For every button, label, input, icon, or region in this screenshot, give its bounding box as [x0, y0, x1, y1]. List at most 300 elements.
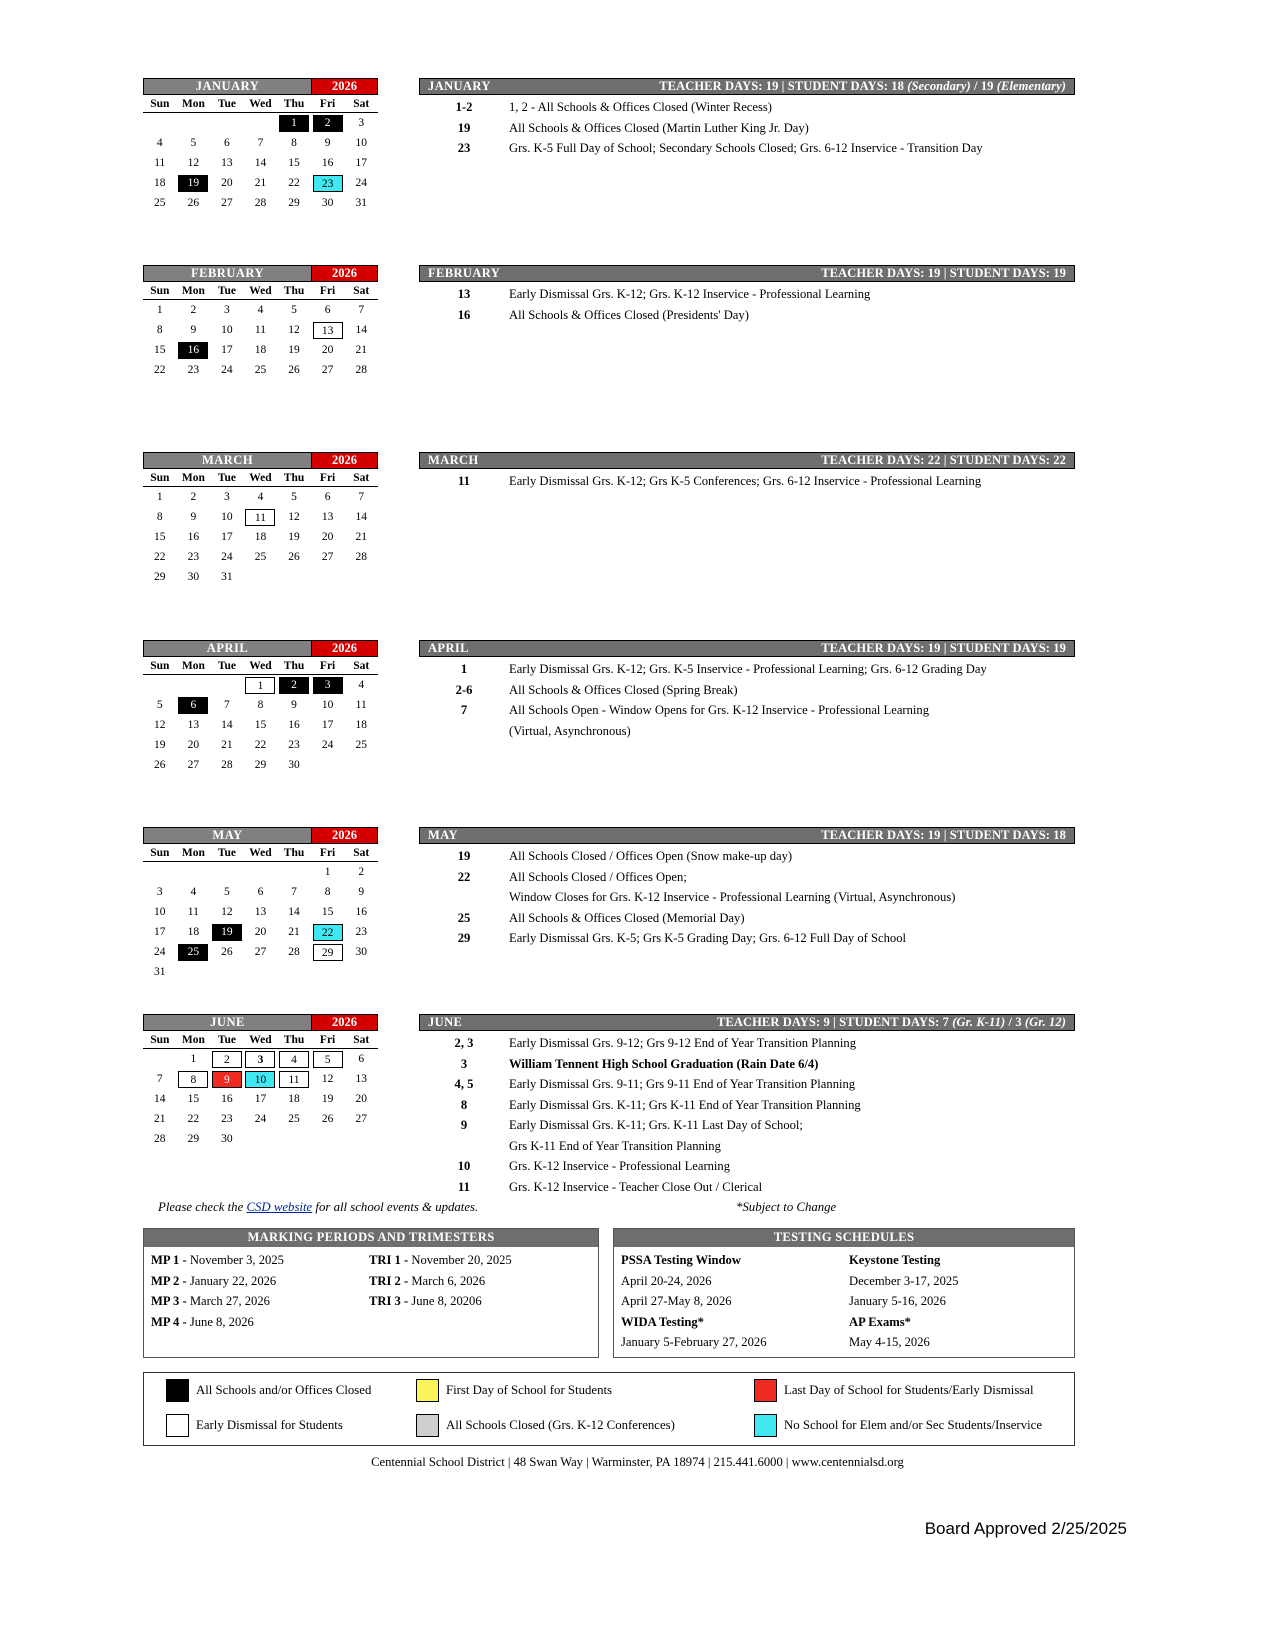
calendar-day-cell[interactable] [311, 695, 345, 715]
weekday-header: Sun [143, 96, 177, 113]
calendar-day-cell[interactable] [143, 507, 177, 527]
calendar-day-cell[interactable] [244, 547, 278, 567]
calendar-day-number: 14 [154, 1092, 166, 1105]
calendar-day-cell[interactable] [177, 300, 211, 321]
calendar-day-cell[interactable] [277, 922, 311, 942]
calendar-day-cell[interactable] [277, 320, 311, 340]
calendar-day-cell[interactable] [311, 862, 345, 883]
calendar-day-cell[interactable] [311, 360, 345, 380]
calendar-day-cell[interactable] [210, 153, 244, 173]
calendar-day-cell[interactable] [244, 902, 278, 922]
calendar-day-number: 11 [355, 698, 367, 711]
calendar-day-cell[interactable] [210, 1089, 244, 1109]
calendar-day-cell[interactable] [177, 942, 211, 962]
calendar-day-cell[interactable] [143, 173, 177, 193]
calendar-day-cell[interactable] [210, 133, 244, 153]
calendar-day-cell[interactable] [177, 902, 211, 922]
calendar-day-cell[interactable] [210, 487, 244, 508]
calendar-day-number [313, 757, 343, 774]
calendar-day-cell[interactable] [277, 902, 311, 922]
calendar-day-cell[interactable] [244, 1109, 278, 1129]
calendar-day-cell[interactable] [277, 547, 311, 567]
legend-label: Last Day of School for Students/Early Dismissal [784, 1383, 1034, 1397]
calendar-day-cell[interactable] [344, 300, 378, 321]
calendar-day-cell[interactable] [210, 567, 244, 587]
calendar-day-cell[interactable] [344, 173, 378, 193]
calendar-day-cell[interactable] [177, 695, 211, 715]
marking-period-date: November 3, 2025 [189, 1253, 284, 1267]
calendar-day-cell[interactable] [344, 193, 378, 213]
calendar-day-cell[interactable] [143, 735, 177, 755]
calendar-day-cell[interactable] [244, 675, 278, 696]
calendar-day-cell[interactable] [311, 942, 345, 962]
calendar-day-number [178, 677, 208, 694]
csd-website-link[interactable]: CSD website [246, 1200, 313, 1214]
calendar-day-cell[interactable] [177, 507, 211, 527]
calendar-day-cell[interactable] [244, 922, 278, 942]
calendar-grid [143, 96, 378, 213]
calendar-day-number: 28 [221, 758, 233, 771]
calendar-day-cell[interactable] [244, 695, 278, 715]
calendar-day-number: 16 [355, 905, 367, 918]
calendar-day-cell[interactable] [143, 1089, 177, 1109]
calendar-day-number: 4 [257, 303, 264, 316]
calendar-day-number: 28 [254, 196, 267, 209]
calendar-day-cell[interactable] [210, 547, 244, 567]
calendar-day-cell[interactable] [311, 193, 345, 213]
calendar-day-cell[interactable] [244, 360, 278, 380]
calendar-day-number [178, 115, 208, 132]
calendar-day-cell[interactable] [311, 735, 345, 755]
calendar-day-cell[interactable] [344, 735, 378, 755]
calendar-day-cell[interactable] [311, 882, 345, 902]
calendar-day-cell[interactable] [177, 487, 211, 508]
calendar-day-cell[interactable] [277, 755, 311, 775]
calendar-day-cell[interactable] [210, 527, 244, 547]
calendar-day-cell[interactable] [277, 735, 311, 755]
calendar-day-cell[interactable] [143, 882, 177, 902]
event-date: 11 [458, 474, 470, 488]
calendar-day-number: 13 [313, 322, 343, 339]
testing-schedules-title: TESTING SCHEDULES [614, 1229, 1074, 1247]
calendar-day-cell[interactable] [311, 113, 345, 134]
calendar-day-cell[interactable] [210, 735, 244, 755]
calendar-day-cell[interactable] [344, 715, 378, 735]
calendar-day-number: 11 [154, 156, 166, 169]
weekday-header: Thu [277, 658, 311, 675]
calendar-day-cell[interactable] [277, 695, 311, 715]
calendar-day-cell[interactable] [143, 193, 177, 213]
calendar-day-cell[interactable] [210, 193, 244, 213]
month-block-april [143, 640, 1075, 775]
calendar-day-number: 25 [254, 363, 267, 376]
calendar-day-cell[interactable] [210, 1109, 244, 1129]
event-row [419, 1054, 1075, 1075]
calendar-month-name: APRIL [144, 641, 312, 656]
calendar-month-name: JANUARY [144, 79, 312, 94]
calendar-day-cell[interactable] [344, 547, 378, 567]
calendar-day-cell[interactable] [210, 1049, 244, 1070]
calendar-day-cell[interactable] [344, 1069, 378, 1089]
black-swatch-icon [166, 1379, 189, 1402]
weekday-header: Thu [277, 96, 311, 113]
calendar-day-cell[interactable] [143, 320, 177, 340]
calendar-day-cell[interactable] [177, 1129, 211, 1149]
calendar-day-cell[interactable] [210, 360, 244, 380]
calendar-day-cell[interactable] [210, 320, 244, 340]
calendar-day-cell[interactable] [143, 1109, 177, 1129]
event-description: Early Dismissal Grs. 9-11; Grs 9-11 End of Year Transition Planning [509, 1077, 856, 1091]
calendar-day-cell[interactable] [177, 193, 211, 213]
calendar-day-cell[interactable] [277, 1089, 311, 1109]
legend-row [144, 1412, 1074, 1443]
calendar-day-cell[interactable] [344, 487, 378, 508]
calendar-day-number [245, 115, 275, 132]
calendar-day-cell[interactable] [143, 962, 177, 982]
trimester-entry [369, 1250, 512, 1271]
calendar-day-cell[interactable] [344, 1049, 378, 1070]
calendar-day-cell[interactable] [143, 360, 177, 380]
calendar-day-cell[interactable] [344, 360, 378, 380]
calendar-day-cell[interactable] [143, 133, 177, 153]
calendar-day-cell[interactable] [244, 340, 278, 360]
calendar-day-cell[interactable] [344, 902, 378, 922]
calendar-day-cell[interactable] [344, 922, 378, 942]
subject-to-change-note: *Subject to Change [736, 1200, 837, 1214]
calendar-day-cell[interactable] [344, 133, 378, 153]
events-month-label: MARCH [428, 453, 479, 467]
calendar-day-cell[interactable] [344, 507, 378, 527]
calendar-day-number: 24 [254, 1112, 267, 1125]
calendar-day-cell[interactable] [210, 300, 244, 321]
calendar-day-cell[interactable] [143, 755, 177, 775]
calendar-day-cell[interactable] [277, 675, 311, 696]
event-description: Early Dismissal Grs. K-11; Grs K-11 End of Year Transition Planning [509, 1097, 861, 1112]
calendar-day-cell[interactable] [344, 527, 378, 547]
calendar-day-cell[interactable] [210, 922, 244, 942]
calendar-day-cell[interactable] [244, 193, 278, 213]
calendar-week-row [143, 962, 378, 982]
calendar-day-number: 25 [178, 944, 208, 961]
calendar-day-cell[interactable] [277, 300, 311, 321]
calendar-day-cell[interactable] [344, 113, 378, 134]
calendar-day-cell[interactable] [311, 153, 345, 173]
calendar-day-cell[interactable] [244, 153, 278, 173]
white-swatch-icon [166, 1414, 189, 1437]
calendar-day-cell[interactable] [177, 882, 211, 902]
testing-right-cell: January 5-16, 2026 [849, 1294, 946, 1308]
events-titlebar [419, 452, 1075, 469]
event-row [419, 305, 1075, 326]
calendar-day-cell[interactable] [311, 340, 345, 360]
calendar-day-number: 9 [291, 698, 297, 711]
testing-left-cell: PSSA Testing Window [621, 1253, 741, 1267]
calendar-day-cell[interactable] [277, 133, 311, 153]
event-row [419, 1033, 1075, 1054]
calendar-day-cell[interactable] [311, 133, 345, 153]
teacher-student-days-text: TEACHER DAYS: 22 | STUDENT DAYS: 22 [821, 453, 1066, 467]
calendar-day-cell[interactable] [143, 153, 177, 173]
calendar-day-cell[interactable] [244, 507, 278, 527]
events-table [419, 659, 1075, 741]
calendar-day-cell[interactable] [244, 735, 278, 755]
calendar-day-cell[interactable] [177, 922, 211, 942]
calendar-titlebar [143, 265, 378, 282]
calendar-day-number: 16 [187, 530, 200, 543]
calendar-day-cell[interactable] [311, 507, 345, 527]
calendar-titlebar [143, 78, 378, 95]
calendar-day-cell[interactable] [177, 340, 211, 360]
calendar-day-cell[interactable] [143, 1069, 177, 1089]
calendar-day-cell[interactable] [311, 1069, 345, 1089]
calendar-day-number: 12 [154, 718, 166, 731]
calendar-day-number: 19 [212, 924, 242, 941]
calendar-day-cell[interactable] [311, 527, 345, 547]
event-row [419, 908, 1075, 929]
event-date [419, 721, 509, 742]
calendar-day-cell [311, 962, 345, 982]
calendar-day-cell[interactable] [143, 1129, 177, 1149]
calendar-day-cell [277, 1129, 311, 1149]
calendar-day-number [212, 677, 242, 694]
calendar-day-number: 7 [358, 303, 365, 316]
calendar-april [143, 640, 378, 775]
calendar-day-cell[interactable] [277, 153, 311, 173]
calendar-day-number: 13 [355, 1072, 367, 1085]
calendar-day-cell[interactable] [344, 695, 378, 715]
calendar-day-cell[interactable] [277, 1069, 311, 1089]
calendar-day-cell[interactable] [244, 755, 278, 775]
event-date: 29 [457, 931, 471, 945]
calendar-day-cell[interactable] [311, 902, 345, 922]
marking-period-entry [144, 1291, 369, 1312]
calendar-day-number: 3 [245, 1051, 275, 1068]
calendar-day-cell[interactable] [277, 715, 311, 735]
calendar-day-cell[interactable] [210, 1069, 244, 1089]
calendar-day-cell[interactable] [277, 1049, 311, 1070]
calendar-day-number: 12 [187, 156, 200, 169]
calendar-day-cell[interactable] [210, 1129, 244, 1149]
calendar-year: 2026 [312, 641, 377, 656]
calendar-day-cell[interactable] [177, 1109, 211, 1129]
calendar-day-cell[interactable] [143, 567, 177, 587]
calendar-day-cell[interactable] [177, 1049, 211, 1070]
calendar-day-cell[interactable] [177, 1069, 211, 1089]
calendar-day-cell[interactable] [277, 360, 311, 380]
calendar-day-cell[interactable] [177, 360, 211, 380]
calendar-day-cell[interactable] [311, 1049, 345, 1070]
calendar-day-cell[interactable] [244, 882, 278, 902]
calendar-day-cell[interactable] [344, 862, 378, 883]
calendar-day-cell [143, 113, 177, 134]
event-row [419, 659, 1075, 680]
event-row [419, 680, 1075, 701]
calendar-year: 2026 [312, 453, 377, 468]
calendar-day-number: 29 [288, 196, 300, 209]
calendar-day-cell[interactable] [344, 320, 378, 340]
calendar-day-number: 16 [221, 1092, 233, 1105]
calendar-day-cell[interactable] [244, 527, 278, 547]
calendar-day-cell[interactable] [210, 942, 244, 962]
legend-item [166, 1379, 371, 1402]
marking-period-date: March 27, 2026 [189, 1294, 270, 1308]
calendar-day-cell[interactable] [210, 902, 244, 922]
calendar-day-cell[interactable] [143, 715, 177, 735]
calendar-day-cell[interactable] [244, 1049, 278, 1070]
calendar-day-number [245, 1131, 275, 1148]
calendar-day-cell[interactable] [344, 882, 378, 902]
calendar-day-number: 8 [324, 885, 331, 898]
calendar-day-number: 17 [154, 925, 166, 938]
calendar-day-cell[interactable] [210, 715, 244, 735]
calendar-day-number: 5 [313, 1051, 343, 1068]
calendar-day-cell[interactable] [210, 695, 244, 715]
calendar-day-cell[interactable] [311, 320, 345, 340]
calendar-day-cell[interactable] [311, 922, 345, 942]
calendar-day-cell[interactable] [277, 882, 311, 902]
calendar-day-cell[interactable] [177, 320, 211, 340]
calendar-day-cell[interactable] [311, 675, 345, 696]
calendar-day-cell[interactable] [244, 1069, 278, 1089]
calendar-day-number [279, 964, 309, 981]
calendar-day-cell[interactable] [177, 735, 211, 755]
calendar-week-row [143, 882, 378, 902]
calendar-day-cell[interactable] [311, 487, 345, 508]
calendar-day-number: 23 [288, 738, 300, 751]
calendar-day-cell[interactable] [177, 567, 211, 587]
calendar-day-cell[interactable] [277, 527, 311, 547]
calendar-day-cell[interactable] [277, 507, 311, 527]
calendar-day-cell[interactable] [143, 695, 177, 715]
calendar-day-number: 13 [221, 156, 233, 169]
note-prefix: Please check the [158, 1200, 247, 1214]
calendar-day-cell[interactable] [244, 173, 278, 193]
event-row [419, 1095, 1075, 1116]
calendar-day-cell[interactable] [210, 173, 244, 193]
calendar-day-cell[interactable] [177, 153, 211, 173]
calendar-day-cell[interactable] [311, 1109, 345, 1129]
calendar-day-number: 24 [355, 176, 367, 189]
calendar-week-row [143, 695, 378, 715]
calendar-week-row [143, 942, 378, 962]
calendar-week-row [143, 527, 378, 547]
calendar-day-cell[interactable] [344, 942, 378, 962]
calendar-day-cell[interactable] [177, 133, 211, 153]
calendar-day-number: 20 [321, 343, 334, 356]
calendar-day-number: 4 [156, 136, 163, 149]
calendar-day-cell[interactable] [143, 527, 177, 547]
calendar-day-cell[interactable] [177, 715, 211, 735]
calendar-day-number: 25 [254, 550, 267, 563]
calendar-day-cell[interactable] [177, 1089, 211, 1109]
calendar-day-cell[interactable] [277, 113, 311, 134]
calendar-day-cell[interactable] [143, 300, 177, 321]
calendar-day-number: 26 [187, 196, 200, 209]
calendar-day-cell[interactable] [244, 715, 278, 735]
calendar-day-cell[interactable] [210, 340, 244, 360]
calendar-week-row [143, 300, 378, 321]
calendar-day-cell[interactable] [311, 547, 345, 567]
month-block-may [143, 827, 1075, 982]
calendar-day-cell[interactable] [311, 173, 345, 193]
calendar-day-number [245, 569, 275, 586]
events-titlebar [419, 640, 1075, 657]
calendar-day-number: 27 [187, 758, 200, 771]
teacher-student-days-text: TEACHER DAYS: 19 | STUDENT DAYS: 18 [659, 79, 908, 93]
calendar-day-cell[interactable] [344, 153, 378, 173]
calendar-day-cell[interactable] [277, 1109, 311, 1129]
calendar-day-cell[interactable] [277, 173, 311, 193]
calendar-day-number: 29 [154, 570, 166, 583]
calendar-day-cell[interactable] [177, 547, 211, 567]
calendar-day-cell [177, 862, 211, 883]
calendar-day-cell[interactable] [344, 340, 378, 360]
calendar-day-cell[interactable] [344, 675, 378, 696]
calendar-day-number: 18 [154, 176, 166, 189]
calendar-day-cell[interactable] [210, 755, 244, 775]
calendar-day-cell[interactable] [143, 547, 177, 567]
calendar-day-cell[interactable] [277, 487, 311, 508]
calendar-week-row [143, 1089, 378, 1109]
event-description: All Schools Open - Window Opens for Grs. K-12 Inservice - Professional Learning [509, 703, 930, 717]
calendar-day-number: 7 [358, 490, 365, 503]
calendar-day-number: 6 [324, 303, 331, 316]
calendar-day-cell[interactable] [143, 487, 177, 508]
calendar-day-cell[interactable] [311, 715, 345, 735]
calendar-day-cell[interactable] [277, 942, 311, 962]
calendar-day-cell[interactable] [143, 922, 177, 942]
calendar-day-number: 30 [187, 570, 200, 583]
calendar-day-cell[interactable] [311, 300, 345, 321]
weekday-header: Tue [210, 283, 244, 300]
calendar-day-number: 24 [221, 550, 233, 563]
calendar-day-cell[interactable] [177, 173, 211, 193]
events-day-counts [821, 266, 1066, 281]
calendar-day-cell[interactable] [344, 1109, 378, 1129]
calendar-day-number: 29 [187, 1132, 200, 1145]
calendar-day-number: 3 [313, 677, 343, 694]
calendar-day-cell[interactable] [143, 942, 177, 962]
legend-item [754, 1379, 1034, 1402]
event-row [419, 1074, 1075, 1095]
event-date [419, 1136, 509, 1157]
calendar-day-cell[interactable] [177, 755, 211, 775]
event-description: All Schools & Offices Closed (Memorial Day) [509, 910, 745, 925]
calendar-day-cell[interactable] [210, 882, 244, 902]
calendar-day-cell[interactable] [177, 527, 211, 547]
weekday-header: Sat [344, 470, 378, 487]
weekday-header: Wed [244, 845, 278, 862]
calendar-day-cell[interactable] [244, 487, 278, 508]
calendar-day-cell[interactable] [143, 340, 177, 360]
event-row [419, 284, 1075, 305]
calendar-day-cell[interactable] [311, 1089, 345, 1109]
calendar-day-cell[interactable] [277, 340, 311, 360]
calendar-day-cell[interactable] [244, 1089, 278, 1109]
calendar-day-cell[interactable] [277, 193, 311, 213]
calendar-day-cell[interactable] [143, 902, 177, 922]
calendar-day-number: 24 [321, 738, 334, 751]
calendar-day-cell[interactable] [210, 507, 244, 527]
testing-schedule-row [614, 1312, 1074, 1333]
calendar-day-cell[interactable] [344, 1089, 378, 1109]
calendar-day-cell[interactable] [244, 942, 278, 962]
calendar-day-cell[interactable] [244, 300, 278, 321]
calendar-day-number: 24 [154, 945, 166, 958]
calendar-day-cell[interactable] [244, 133, 278, 153]
calendar-day-cell[interactable] [244, 320, 278, 340]
event-description: Early Dismissal Grs. K-5; Grs K-5 Grading Day; Grs. 6-12 Full Day of School [509, 931, 907, 945]
